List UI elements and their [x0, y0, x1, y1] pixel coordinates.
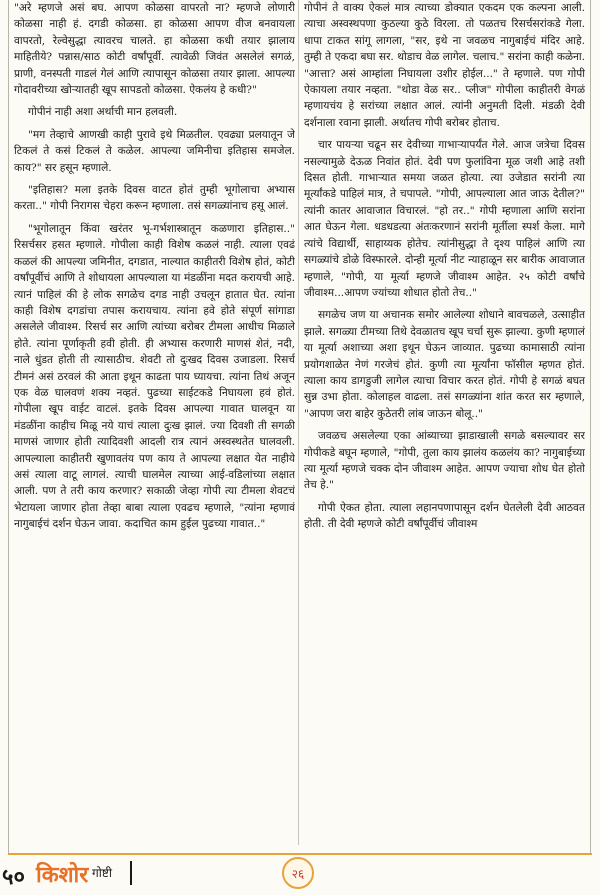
- paragraph: "इतिहास? मला इतके दिवस वाटत होतं तुम्ही भूगोलाचा अभ्यास करता.." गोपी निरागस चेहरा करून म्हणाला. तसं सगळ्यांनाच हसू आलं.: [14, 184, 295, 213]
- paragraph: गोपीनं ते वाक्य ऐकलं मात्र त्याच्या डोक्यात एकदम एक कल्पना आली. त्याचा अस्वस्थपणा कुठल्या कुठे विरला. तो पळतच रिसर्चसरांकडे गेला. धापा टाकत सांगू लागला, "सर, इथे ना जवळच नागुबाईचं मंदिर आहे. तुम्ही ते एकदा बघा सर. थोडाच वेळ लागेल. चलाच." सरांना काही कळेना. "आत्ता? असं आम्हांला निघायला उशीर होईल..." ते म्हणाले. पण गोपी ऐकायला तयार नव्हता. "थोडा वेळ सर.. प्लीज" गोपीला काहीतरी वेगळं म्हणायचंय हे सरांच्या लक्षात आलं. त्यांनी अनुमती दिली. मंडळी देवी दर्शनाला रवाना झाली. अर्थातच गोपी बरोबर होताच.: [304, 2, 585, 129]
- paragraph: गोपी ऐकत होता. त्याला लहानपणापासून दर्शन घेतलेली देवी आठवत होती. ती देवी म्हणजे कोटी वर्षांपूर्वीचं जीवाश्म: [304, 501, 585, 531]
- column-divider: [298, 0, 299, 845]
- footer-page-number: ५०: [2, 865, 25, 890]
- section-label: गोष्टी: [92, 866, 112, 880]
- page-footer: [0, 853, 600, 895]
- page-number: २६: [291, 866, 305, 881]
- paragraph: "भूगोलातून किंवा खरंतर भू-गर्भशास्त्रातून कळणारा इतिहास.." रिसर्चसर हसत म्हणाले. गोपीला काही विशेष कळलं नाही. त्याला एवढं कळलं की आपल्या जमिनीत, दगडात, नाल्यात काहीतरी विशेष होतं, कोटी वर्षांपूर्वीचं आणि ते शोधायला आपल्याला या मंडळींना मदत करायची आहे. त्यानं पाहिलं की हे लोक सगळेच दगड नाही उचलून हातात घेत. त्यांना काही विशेष दगडांचा तपास करायचाय. त्यांना हवे होते संपूर्ण सांगाडा असलेले जीवाश्म. रिसर्च सर आणि त्यांच्या बरोबर टीमला आधीच मिळाले होते. त्यांना पूर्णाकृती हवी होती. ही अभ्यास करणारी माणसं शेतं, नदी, नाले धुंडत होती ती त्यासाठीच. शेवटी तो दुःखद दिवस उजाडला. रिसर्च टीमनं असं ठरवलं की आता इथून काढता पाय घ्यायचा. त्यांना तिथं अजून एक वेळ घालवणं शक्य नव्हतं. पुढच्या साईटकडे निघायला हवं होतं. गोपीला खूप वाईट वाटलं. इतके दिवस आपल्या गावात घालवून या मंडळींना काहीच मिळू नये याचं त्याला दुःख झालं. ज्या दिवशी ती सगळी माणसं जाणार होती त्यादिवशी आदली रात्र त्यानं अस्वस्थतेत घालवली. आपल्याला काहीतरी खुणावतंय पण काय ते आपल्या लक्षात येत नाहीये असं त्याला वाटू लागलं. त्याची घालमेल त्याच्या आई-वडिलांच्या लक्षात आली. पण ते तरी काय करणार? सकाळी जेव्हा गोपी त्या टीमला शेवटचं भेटायला जाणार होता तेव्हा बाबा त्याला एवढच म्हणाले, "त्यांना म्हणावं नागुबाईचं दर्शन घेऊन जावा. कदाचित काम हुईल पुढच्या गावात..": [14, 222, 295, 531]
- paragraph: गोपीनं नाही अशा अर्थाची मान हलवली.: [28, 106, 178, 119]
- paragraph: चार पायऱ्या चढून सर देवीच्या गाभाऱ्यापर्यंत गेले. आज जत्रेचा दिवस नसल्यामुळे देऊळ निवांत होतं. देवी पण फुलांविना मूळ जशी आहे तशी दिसत होती. गाभाऱ्यात समया जळत होत्या. त्या उजेडात सरांनी त्या मूर्त्यांकडे पाहिलं मात्र, ते चपापले. "गोपी, आपल्याला आत जाऊ देतील?" त्यांनी कातर आवाजात विचारलं. "हो तर.." गोपी म्हणाला आणि सरांना आत घेऊन गेला. धडधडत्या अंतःकरणानं सरांनी मूर्तीला स्पर्श केला. मागे त्यांचे विद्यार्थी, साहाय्यक होतेच. त्यांनीसुद्धा ते दृश्य पाहिलं आणि त्या सगळ्यांचे डोळे विस्फारले. दोन्ही मूर्त्या नीट न्याहाळून सर बारीक आवाजात म्हणाले, "गोपी, या मूर्त्या म्हणजे जीवाश्म आहेत. २५ कोटी वर्षांचे जीवाश्म...आपण ज्यांच्या शोधात होतो तेच..": [304, 139, 585, 299]
- page-number-badge: [282, 857, 314, 889]
- paragraph: जवळच असलेल्या एका आंब्याच्या झाडाखाली सगळे बसल्यावर सर गोपीकडे बघून म्हणाले, "गोपी, तुला काय झालंय कळलंय का? नागुबाईच्या त्या मूर्त्या म्हणजे चक्क दोन जीवाश्म आहेत. आपण ज्याचा शोध घेत होतो तेच हे.": [304, 430, 585, 492]
- left-column: [14, 0, 295, 845]
- footer-separator: [130, 861, 132, 885]
- magazine-brand: किशोर: [36, 863, 89, 888]
- paragraph: "मग तेव्हाचे आणखी काही पुरावे इथे मिळतील. एवढ्या प्रलयातून जे टिकलं ते कसं टिकलं ते कळेल. आपल्या जमिनीचा इतिहास समजेल. काय?" सर हसून म्हणाले.: [14, 128, 295, 174]
- right-column: [304, 0, 585, 845]
- paragraph: "अरे म्हणजे असं बघ. आपण कोळसा वापरतो ना? म्हणजे लोणारी कोळसा नाही हं. दगडी कोळसा. हा कोळसा आपण वीज बनवायला वापरतो, रेल्वेसुद्धा त्यावरच चालते. हा कोळसा कधी तयार झालाय माहितीये? पन्नास/साठ कोटी वर्षांपूर्वी. त्यावेळी जिवंत असलेलं सगळं, प्राणी, वनस्पती गाडलं गेलं आणि त्यापासून कोळसा तयार झाला. आपल्या गोदावरीच्या खोऱ्यातही खूप सापडतो कोळसा. ऐकलंय हे कधी?": [14, 2, 295, 97]
- paragraph: सगळेच जण या अचानक समोर आलेल्या शोधाने बावचळले, उत्साहीत झाले. सगळ्या टीमच्या तिथे देवळातच खूप चर्चा सुरू झाल्या. कुणी म्हणालं या मूर्त्या अशाच्या अशा इथून घेऊन जाव्यात. पुढच्या कामासाठी त्यांना प्रयोगशाळेत नेणं गरजेचं होतं. कुणी त्या मूर्त्यांना फॉसील म्हणत होतं. त्याला काय डागडुजी लागेल त्याचा विचार करत होतं. गोपी हे सगळं बघत सुन्न उभा होता. कोलाहल वाढला. तसं सगळ्यांना शांत करत सर म्हणाले, "आपण जरा बाहेर कुठेतरी लांब जाऊन बोलू..": [304, 309, 585, 420]
- footer-rule: [8, 853, 592, 855]
